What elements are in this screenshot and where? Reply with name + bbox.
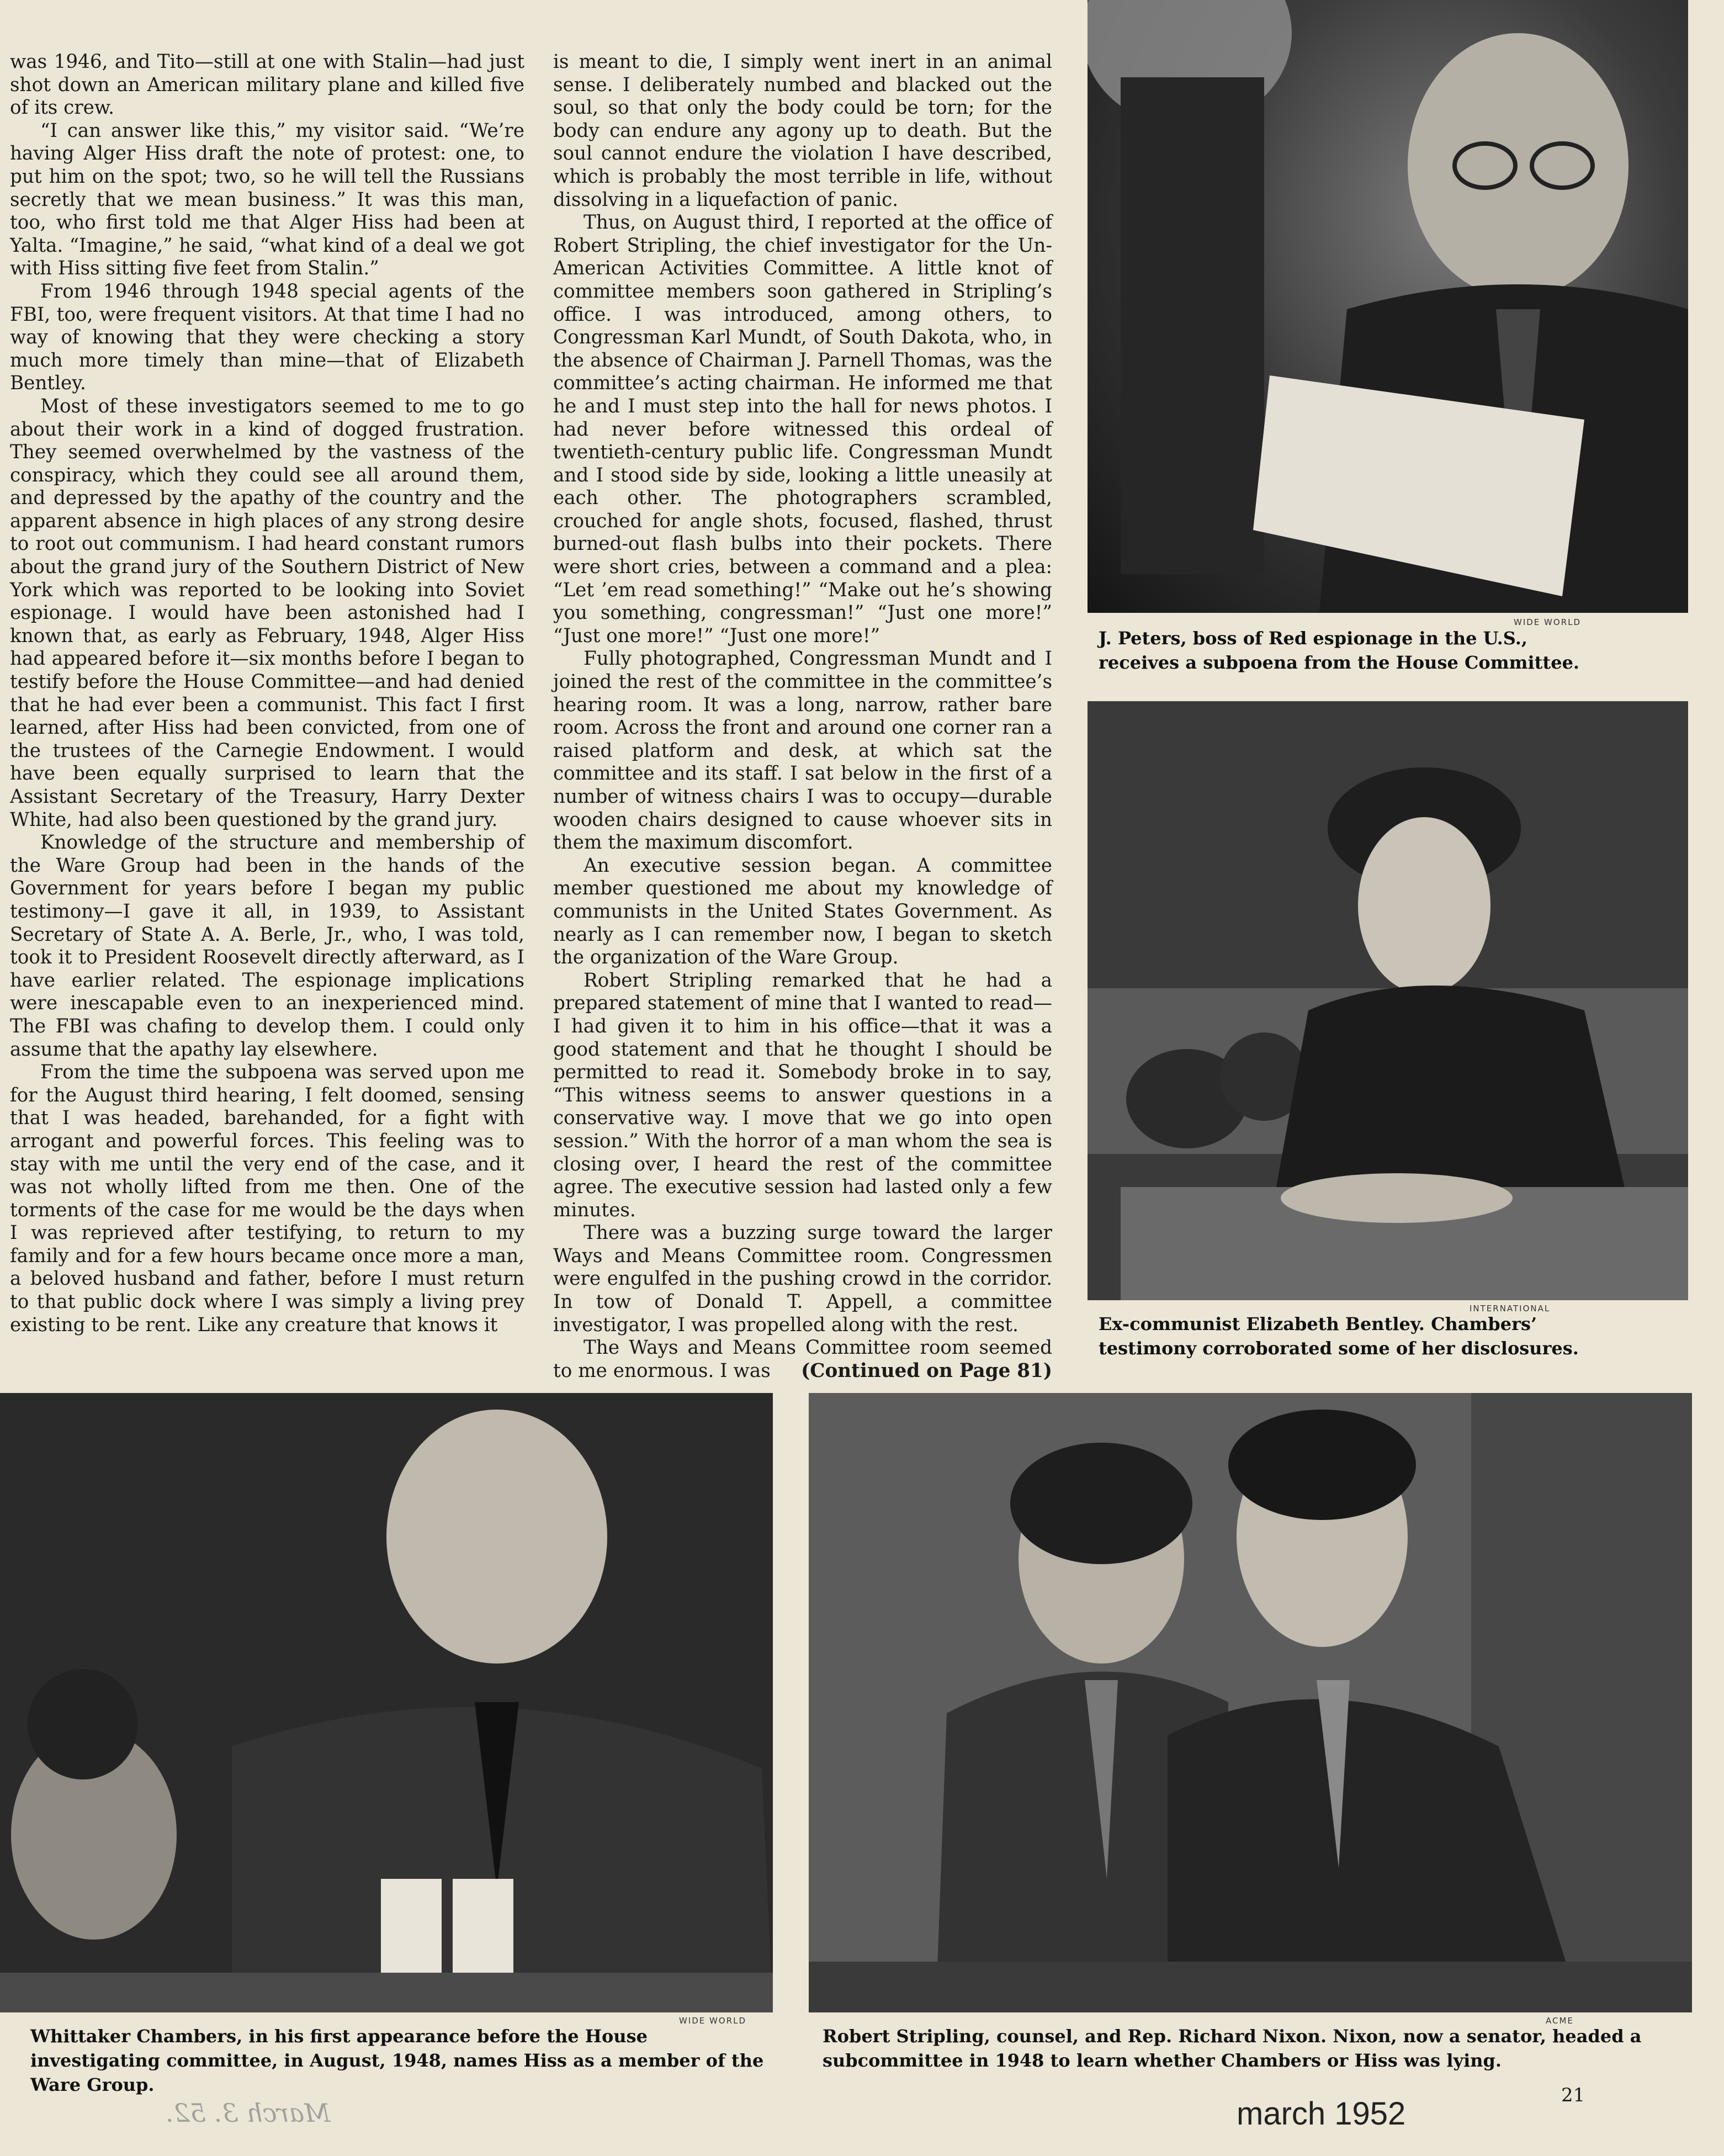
paragraph: Knowledge of the structure and membership of the Ware Group had been in the hands of the Government for years before I began my public testimony—I gave it all, in 1939, to Assistant Secretary of State A. A. Berle, Jr., who, I was told, took it to President Roosevelt directly afterward, as I have earlier related. The espionage implications were inescapable even to an inexperienced mind. The FBI was chafing to develop them. I could only assume that the apathy lay elsewhere.	[10, 831, 524, 1061]
paragraph: “I can answer like this,” my visitor said. “We’re having Alger Hiss draft the note of protest: one, to put him on the spot; two, so he will tell the Russians secretly that we mean business.” It was this man, too, who first told me that Alger Hiss had been at Yalta. “Imagine,” he said, “what kind of a deal we got with Hiss sitting five feet from Stalin.”	[10, 119, 524, 280]
photo-stripling-nixon	[809, 1393, 1692, 2012]
article-column-2	[553, 51, 1052, 1382]
photo-credit: WIDE WORLD	[679, 2016, 747, 2026]
photo-credit: WIDE WORLD	[1514, 617, 1582, 627]
date-annotation: march 1952	[1237, 2096, 1406, 2132]
paragraph: From 1946 through 1948 special agents of the FBI, too, were frequent visitors. At that time I had no way of knowing that they were checking a story much more timely than mine—that of Elizabeth Bentley.	[10, 280, 524, 395]
photo-j-peters	[1088, 0, 1688, 613]
article-column-1	[10, 51, 524, 1337]
paragraph: was 1946, and Tito—still at one with Stalin—had just shot down an American military plane and killed five of its crew.	[10, 51, 524, 119]
photo-credit: INTERNATIONAL	[1470, 1304, 1551, 1313]
handwritten-date: March 3. 52.	[166, 2098, 331, 2128]
page-number: 21	[1561, 2084, 1585, 2106]
paragraph-last	[553, 1337, 1052, 1382]
paragraph: There was a buzzing surge toward the larger Ways and Means Committee room. Congressmen were engulfed in the pushing crowd in the corridor. In tow of Donald T. Appell, a committee investigator, I was propelled along with the rest.	[553, 1222, 1052, 1336]
continued-note: (Continued on Page 81)	[801, 1359, 1052, 1382]
paragraph: An executive session began. A committee member questioned me about my knowledge of communists in the United States Government. As nearly as I can remember now, I began to sketch the organization of the Ware Group.	[553, 854, 1052, 969]
paragraph: is meant to die, I simply went inert in an animal sense. I deliberately numbed and blacked out the soul, so that only the body could be torn; for the body can endure any agony up to death. But the soul cannot endure the violation I have described, which is probably the most terrible in life, without dissolving in a liquefaction of panic.	[553, 51, 1052, 211]
paragraph: Thus, on August third, I reported at the office of Robert Stripling, the chief investigator for the Un-American Activities Committee. A little knot of committee members soon gathered in Stripling’s office. I was introduced, among others, to Congressman Karl Mundt, of South Dakota, who, in the absence of Chairman J. Parnell Thomas, was the committee’s acting chairman. He informed me that he and I must step into the hall for news photos. I had never before witnessed this ordeal of twentieth-century public life. Congressman Mundt and I stood side by side, looking a little uneasily at each other. The photographers scrambled, crouched for angle shots, focused, flashed, thrust burned-out flash bulbs into their pockets. There were short cries, between a command and a plea: “Let ’em read something!” “Make out he’s showing you something, congressman!” “Just one more!” “Just one more!” “Just one more!”	[553, 211, 1052, 647]
caption-chambers: Whittaker Chambers, in his first appearance before the House investigating committee, in August, 1948, names Hiss as a member of the Ware Group.	[30, 2026, 764, 2095]
photo-j-peters-image	[1088, 0, 1688, 613]
photo-whittaker-chambers	[0, 1393, 773, 2012]
photo-stripling-nixon-image	[809, 1393, 1692, 2012]
caption-stripling-nixon: Robert Stripling, counsel, and Rep. Richard Nixon. Nixon, now a senator, headed a subcommittee in 1948 to learn whether Chambers or Hiss was lying.	[823, 2026, 1642, 2071]
paragraph: From the time the subpoena was served upon me for the August third hearing, I felt doomed, sensing that I was headed, barehanded, for a fight with arrogant and powerful forces. This feeling was to stay with me until the very end of the case, and it was not wholly lifted from me then. One of the torments of the case for me would be the days when I was reprieved after testifying, to return to my family and for a few hours became once more a man, a beloved husband and father, before I must return to that public dock where I was simply a living prey existing to be rent. Like any creature that knows it	[10, 1061, 524, 1336]
paragraph: Fully photographed, Congressman Mundt and I joined the rest of the committee in the committee’s hearing room. It was a long, narrow, rather bare room. Across the front and around one corner ran a raised platform and desk, at which sat the committee and its staff. I sat below in the first of a number of witness chairs I was to occupy—durable wooden chairs designed to cause whoever sits in them the maximum discomfort.	[553, 648, 1052, 854]
photo-elizabeth-bentley-image	[1088, 701, 1688, 1300]
photo-elizabeth-bentley	[1088, 701, 1688, 1300]
paragraph: Robert Stripling remarked that he had a prepared statement of mine that I wanted to read—I had given it to him in his office—that it was a good statement and that he thought I should be permitted to read it. Somebody broke in to say, “This witness seems to answer questions in a conservative way. I move that we go into open session.” With the horror of a man whom the sea is closing over, I heard the rest of the committee agree. The executive session had lasted only a few minutes.	[553, 969, 1052, 1221]
photo-whittaker-chambers-image	[0, 1393, 773, 2012]
paragraph: Most of these investigators seemed to me to go about their work in a kind of dogged frustration. They seemed overwhelmed by the vastness of the conspiracy, which they could see all around them, and depressed by the apathy of the country and the apparent absence in high places of any strong desire to root out communism. I had heard constant rumors about the grand jury of the Southern District of New York which was reported to be looking into Soviet espionage. I would have been astonished had I known that, as early as February, 1948, Alger Hiss had appeared before it—six months before I began to testify before the House Committee—and had denied that he had ever been a communist. This fact I first learned, after Hiss had been convicted, from one of the trustees of the Carnegie Endowment. I would have been equally surprised to learn that the Assistant Secretary of the Treasury, Harry Dexter White, had also been questioned by the grand jury.	[10, 395, 524, 831]
last-line-text: The Ways and Means Committee room seemed to me enormous. I was	[553, 1337, 1052, 1382]
caption-bentley: Ex-communist Elizabeth Bentley. Chambers’ testimony corroborated some of her disclosures.	[1099, 1313, 1579, 1359]
caption-peters: J. Peters, boss of Red espionage in the U.S., receives a subpoena from the House Committee.	[1099, 628, 1580, 673]
photo-credit: ACME	[1546, 2016, 1574, 2026]
